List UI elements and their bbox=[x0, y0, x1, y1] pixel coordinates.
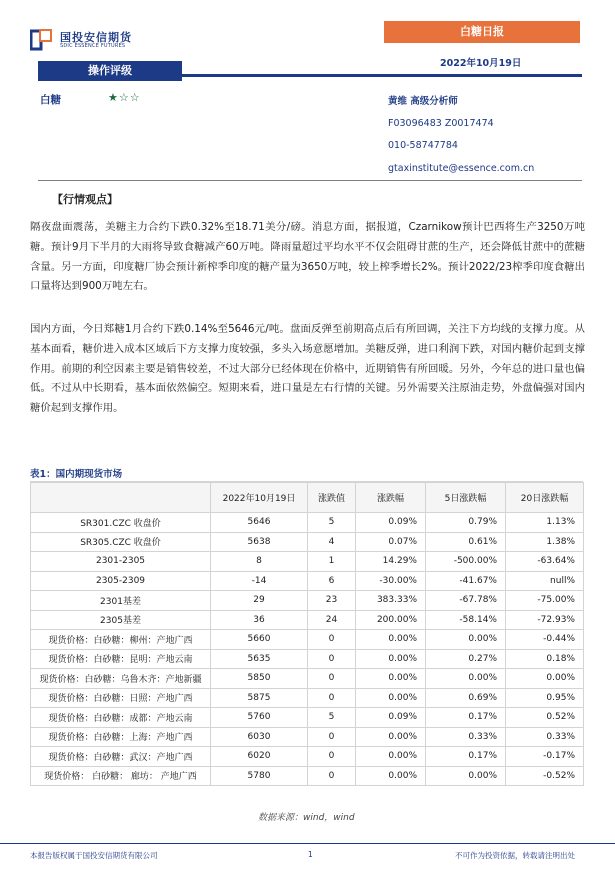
table-row bbox=[31, 630, 584, 650]
footer-disclaimer: 不可作为投资依据，转载请注明出处 bbox=[455, 851, 575, 860]
table-cell: 0 bbox=[308, 669, 356, 689]
table-cell: 0.00% bbox=[356, 630, 426, 650]
table-cell: -75.00% bbox=[506, 591, 584, 611]
page-number: 1 bbox=[308, 850, 313, 859]
table-cell: 0 bbox=[308, 747, 356, 767]
table-cell: 5760 bbox=[211, 708, 308, 728]
table-caption: 表1：国内期现货市场 bbox=[30, 469, 123, 480]
product-name: 白糖 bbox=[40, 94, 61, 106]
table-cell: -500.00% bbox=[426, 552, 506, 572]
table-header-cell: 5日涨跌幅 bbox=[426, 483, 506, 513]
table-header-cell: 20日涨跌幅 bbox=[506, 483, 584, 513]
table-cell: 5660 bbox=[211, 630, 308, 650]
table-cell: -0.44% bbox=[506, 630, 584, 650]
table-cell: 36 bbox=[211, 610, 308, 630]
table-cell: -14 bbox=[211, 571, 308, 591]
logo-english-name: SDIC ESSENCE FUTURES bbox=[60, 43, 126, 49]
table-row bbox=[31, 708, 584, 728]
table-cell: -30.00% bbox=[356, 571, 426, 591]
table-cell: 0.00% bbox=[356, 727, 426, 747]
table-cell: 0 bbox=[308, 727, 356, 747]
table-row bbox=[31, 513, 584, 533]
table-cell: 29 bbox=[211, 591, 308, 611]
table-cell: 0.18% bbox=[506, 649, 584, 669]
row-label-cell: 2301-2305 bbox=[31, 552, 211, 572]
analyst-license: F03096483 Z0017474 bbox=[388, 118, 494, 129]
table-cell: 0.69% bbox=[426, 688, 506, 708]
table-cell: -58.14% bbox=[426, 610, 506, 630]
table-cell: 0.00% bbox=[356, 688, 426, 708]
analyst-name: 黄维 高级分析师 bbox=[388, 96, 458, 107]
table-row bbox=[31, 766, 584, 786]
table-cell: 1.38% bbox=[506, 532, 584, 552]
market-view-paragraph-1: 隔夜盘面震荡，美糖主力合约下跌0.32%至18.71美分/磅。消息方面，据报道，Czarnikow预计巴西将生产3250万吨糖。预计9月下半月的大雨将导致食糖减产60万吨。降雨量超过平均水平不仅会阻碍甘蔗的生产，还会降低甘蔗中的蔗糖含量。另一方面，印度糖厂协会预计新榨季印度的糖产量为3650万吨，较上榨季增长2%。预计2022/23榨季印度食糖出口量将达到900万吨左右。 bbox=[30, 221, 585, 293]
row-label-cell: 现货价格：白砂糖：上海：产地广西 bbox=[31, 727, 211, 747]
table-cell: 5 bbox=[308, 708, 356, 728]
table-cell: 0.33% bbox=[506, 727, 584, 747]
company-logo bbox=[30, 28, 160, 54]
table-header-cell: 涨跌值 bbox=[308, 483, 356, 513]
row-label-cell: 2305-2309 bbox=[31, 571, 211, 591]
row-label-cell: 现货价格：白砂糖：乌鲁木齐：产地新疆 bbox=[31, 669, 211, 689]
table-cell: 0.00% bbox=[426, 669, 506, 689]
row-label-cell: 2301基差 bbox=[31, 591, 211, 611]
table-cell: 5 bbox=[308, 513, 356, 533]
row-label-cell: SR301.CZC 收盘价 bbox=[31, 513, 211, 533]
table-cell: 6020 bbox=[211, 747, 308, 767]
table-cell: 383.33% bbox=[356, 591, 426, 611]
section-separator bbox=[38, 180, 582, 181]
footer-copyright: 本报告版权属于国投安信期货有限公司 bbox=[30, 851, 158, 860]
table-cell: 23 bbox=[308, 591, 356, 611]
table-row bbox=[31, 591, 584, 611]
section-title: 【行情观点】 bbox=[52, 193, 118, 206]
table-row bbox=[31, 669, 584, 689]
row-label-cell: 2305基差 bbox=[31, 610, 211, 630]
table-cell: 0 bbox=[308, 649, 356, 669]
table-cell: 0 bbox=[308, 688, 356, 708]
table-cell: 0.09% bbox=[356, 708, 426, 728]
row-label-cell: SR305.CZC 收盘价 bbox=[31, 532, 211, 552]
analyst-email[interactable]: gtaxinstitute@essence.com.cn bbox=[388, 163, 535, 174]
table-cell: 14.29% bbox=[356, 552, 426, 572]
logo-mark-icon bbox=[30, 28, 54, 52]
table-cell: -41.67% bbox=[426, 571, 506, 591]
table-cell: 0.00% bbox=[426, 630, 506, 650]
table-cell: 6030 bbox=[211, 727, 308, 747]
table-cell: 5780 bbox=[211, 766, 308, 786]
table-cell: 0.09% bbox=[356, 513, 426, 533]
report-date: 2022年10月19日 bbox=[440, 58, 522, 69]
table-header-row bbox=[31, 483, 584, 513]
table-header-cell bbox=[31, 483, 211, 513]
table-row bbox=[31, 727, 584, 747]
table-cell: 24 bbox=[308, 610, 356, 630]
table-row bbox=[31, 552, 584, 572]
logo-chinese-name: 国投安信期货 bbox=[60, 31, 132, 44]
row-label-cell: 现货价格：白砂糖：武汉：产地广西 bbox=[31, 747, 211, 767]
table-cell: 0.00% bbox=[426, 766, 506, 786]
table-cell: 0.07% bbox=[356, 532, 426, 552]
table-cell: 200.00% bbox=[356, 610, 426, 630]
table-cell: 0.00% bbox=[356, 747, 426, 767]
table-header-cell: 涨跌幅 bbox=[356, 483, 426, 513]
table-row bbox=[31, 688, 584, 708]
table-row bbox=[31, 610, 584, 630]
table-cell: 0.00% bbox=[506, 669, 584, 689]
table-row bbox=[31, 532, 584, 552]
table-row bbox=[31, 649, 584, 669]
table-body bbox=[31, 513, 584, 786]
table-cell: 0.00% bbox=[356, 649, 426, 669]
table-cell: 0.33% bbox=[426, 727, 506, 747]
table-cell: 0.00% bbox=[356, 669, 426, 689]
table-cell: 5638 bbox=[211, 532, 308, 552]
table-cell: -72.93% bbox=[506, 610, 584, 630]
table-cell: 6 bbox=[308, 571, 356, 591]
report-type-banner: 白糖日报 bbox=[384, 21, 580, 43]
market-data-table bbox=[30, 482, 584, 786]
market-view-paragraph-2: 国内方面，今日郑糖1月合约下跌0.14%至5646元/吨。盘面反弹至前期高点后有所回调，关注下方均线的支撑力度。从基本面看，糖价进入成本区域后下方支撑力度较强，多头入场意愿增加。美糖反弹，进口利润下跌，对国内糖价起到支撑作用。前期的利空因素主要是销售较差，不过大部分已经体现在价格中，近期销售有所回暖。另外，今年总的进口量也偏低。不过从中长期看，基本面依然偏空。短期来看，进口量是左右行情的关键。另外需要关注原油走势，外盘偏强对国内糖价起到支撑作用。 bbox=[30, 323, 585, 415]
table-cell: 0 bbox=[308, 766, 356, 786]
table-cell: null% bbox=[506, 571, 584, 591]
table-cell: 0.52% bbox=[506, 708, 584, 728]
table-cell: -67.78% bbox=[426, 591, 506, 611]
row-label-cell: 现货价格：白砂糖：成都：产地云南 bbox=[31, 708, 211, 728]
rating-banner: 操作评级 bbox=[38, 61, 182, 81]
table-cell: 5646 bbox=[211, 513, 308, 533]
table-cell: 0.00% bbox=[356, 766, 426, 786]
table-cell: 1 bbox=[308, 552, 356, 572]
table-cell: 1.13% bbox=[506, 513, 584, 533]
table-cell: -63.64% bbox=[506, 552, 584, 572]
table-cell: -0.17% bbox=[506, 747, 584, 767]
table-cell: 5875 bbox=[211, 688, 308, 708]
table-cell: 0 bbox=[308, 630, 356, 650]
table-cell: 0.61% bbox=[426, 532, 506, 552]
rating-stars: ★☆☆ bbox=[108, 91, 141, 104]
table-cell: 5850 bbox=[211, 669, 308, 689]
table-cell: 0.27% bbox=[426, 649, 506, 669]
table-cell: -0.52% bbox=[506, 766, 584, 786]
footer-rule bbox=[0, 843, 615, 844]
table-row bbox=[31, 747, 584, 767]
table-cell: 5635 bbox=[211, 649, 308, 669]
table-header-cell: 2022年10月19日 bbox=[211, 483, 308, 513]
data-source: 数据来源：wind，wind bbox=[258, 813, 355, 823]
row-label-cell: 现货价格：白砂糖：柳州：产地广西 bbox=[31, 630, 211, 650]
analyst-phone: 010-58747784 bbox=[388, 140, 458, 151]
row-label-cell: 现货价格：白砂糖：昆明：产地云南 bbox=[31, 649, 211, 669]
table-cell: 0.17% bbox=[426, 747, 506, 767]
table-cell: 0.17% bbox=[426, 708, 506, 728]
table-cell: 0.95% bbox=[506, 688, 584, 708]
table-cell: 8 bbox=[211, 552, 308, 572]
table-cell: 0.79% bbox=[426, 513, 506, 533]
row-label-cell: 现货价格：白砂糖：日照：产地广西 bbox=[31, 688, 211, 708]
table-cell: 4 bbox=[308, 532, 356, 552]
table-row bbox=[31, 571, 584, 591]
row-label-cell: 现货价格： 白砂糖： 廊坊： 产地广西 bbox=[31, 766, 211, 786]
